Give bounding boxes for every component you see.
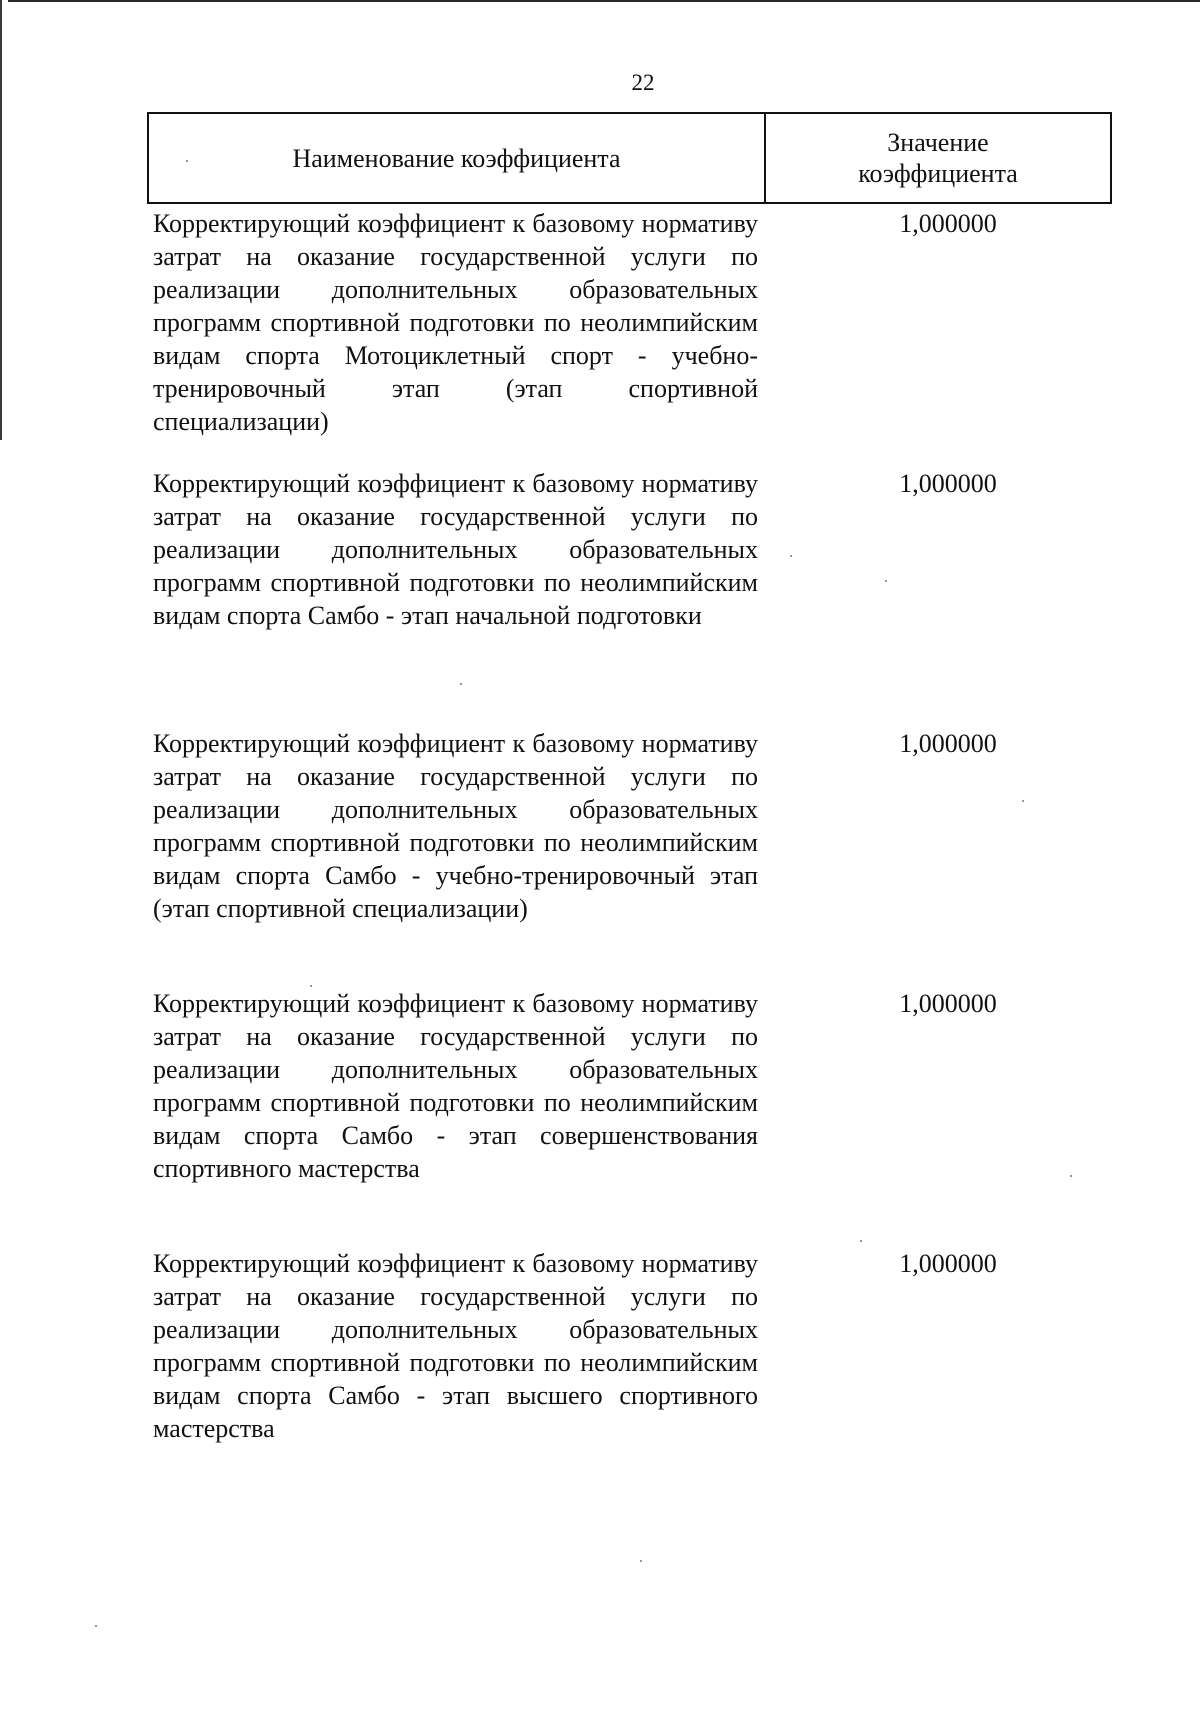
coefficient-value: 1,000000 xyxy=(899,989,997,1018)
coefficient-name: Корректирующий коэффициент к базовому нормативу затрат на оказание государственной услуги по реализации дополнительных образовательных программ спортивной подготовки по неолимпийским видам спорта Самбо - этап совершенствования спортивного мастерства xyxy=(153,989,758,1183)
coefficient-name: Корректирующий коэффициент к базовому нормативу затрат на оказание государственной услуги по реализации дополнительных образовательных программ спортивной подготовки по неолимпийским видам спорта Самбо - этап начальной подготовки xyxy=(153,469,758,630)
scan-speck xyxy=(186,160,188,162)
scan-edge-left xyxy=(0,0,2,440)
header-value-column: Значение коэффициента xyxy=(858,128,1018,188)
coefficient-name: Корректирующий коэффициент к базовому нормативу затрат на оказание государственной услуги по реализации дополнительных образовательных программ спортивной подготовки по неолимпийским видам спорта Самбо - учебно-тренировочный этап (этап спортивной специализации) xyxy=(153,729,758,923)
header-name-column: Наименование коэффициента xyxy=(149,114,766,202)
page-number: 22 xyxy=(631,70,655,95)
coefficient-value: 1,000000 xyxy=(899,729,997,758)
coefficient-value: 1,000000 xyxy=(899,1249,997,1278)
coefficient-name: Корректирующий коэффициент к базовому нормативу затрат на оказание государственной услуги по реализации дополнительных образовательных программ спортивной подготовки по неолимпийским видам спорта Мотоциклетный спорт - учебно-тренировочный этап (этап спортивной специализации) xyxy=(153,209,758,436)
coefficient-name: Корректирующий коэффициент к базовому нормативу затрат на оказание государственной услуги по реализации дополнительных образовательных программ спортивной подготовки по неолимпийским видам спорта Самбо - этап высшего спортивного мастерства xyxy=(153,1249,758,1443)
scan-speck xyxy=(640,1560,642,1562)
coefficient-value: 1,000000 xyxy=(899,469,997,498)
table-header xyxy=(147,112,1112,204)
scan-speck xyxy=(460,683,462,685)
coefficient-value: 1,000000 xyxy=(899,209,997,238)
scan-speck xyxy=(790,555,792,557)
scan-speck xyxy=(1070,1175,1072,1177)
scan-speck xyxy=(95,1625,97,1627)
scan-edge-top xyxy=(8,0,1200,2)
scan-speck xyxy=(885,580,887,582)
scan-speck xyxy=(310,985,312,987)
scan-speck xyxy=(1022,800,1024,802)
scan-speck xyxy=(860,1240,862,1242)
